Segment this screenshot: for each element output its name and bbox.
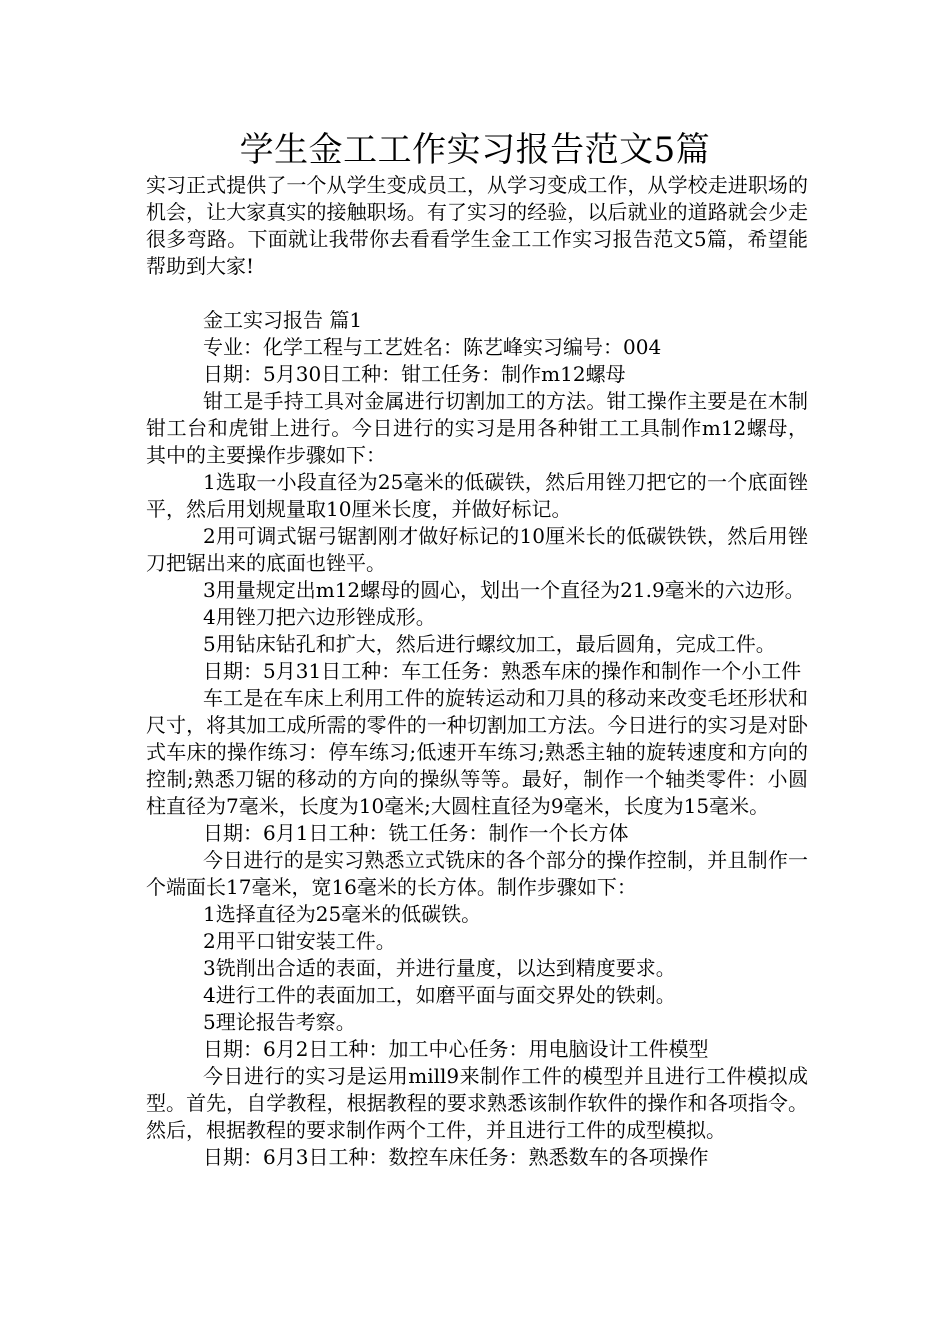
document-body (146, 172, 808, 1171)
date-line: 日期：6月2日工种：加工中心任务：用电脑设计工件模型 (203, 1037, 709, 1061)
body-paragraph: 车工是在车床上利用工件的旋转运动和刀具的移动来改变毛坯形状和尺寸，将其加工成所需的零件的一种切割加工方法。今日进行的实习是对卧式车床的操作练习：停车练习;低速开车练习;熟悉主轴的旋转速度和方向的控制;熟悉刀锯的移动的方向的操纵等等。最好，制作一个轴类零件：小圆柱直径为7毫米，长度为10毫米;大圆柱直径为9毫米，长度为15毫米。 (146, 686, 808, 818)
step-item: 5用钻床钻孔和扩大，然后进行螺纹加工，最后圆角，完成工件。 (203, 632, 776, 656)
info-line: 专业：化学工程与工艺姓名：陈艺峰实习编号：004 (203, 335, 662, 359)
step-item: 3用量规定出m12螺母的圆心，划出一个直径为21.9毫米的六边形。 (203, 578, 805, 602)
section-heading: 金工实习报告 篇1 (203, 308, 363, 332)
step-item: 4用锉刀把六边形锉成形。 (203, 605, 436, 629)
document-title: 学生金工工作实习报告范文5篇 (239, 130, 711, 170)
step-item: 3铣削出合适的表面，并进行量度，以达到精度要求。 (203, 956, 676, 980)
step-item: 2用可调式锯弓锯割刚才做好标记的10厘米长的低碳铁铁，然后用锉刀把锯出来的底面也锉平。 (146, 524, 808, 575)
body-paragraph: 今日进行的是实习熟悉立式铣床的各个部分的操作控制，并且制作一个端面长17毫米，宽16毫米的长方体。制作步骤如下： (146, 848, 808, 899)
step-item: 5理论报告考察。 (203, 1010, 356, 1034)
date-line: 日期：5月31日工种：车工任务：熟悉车床的操作和制作一个小工件 (203, 659, 802, 683)
date-line: 日期：6月3日工种：数控车床任务：熟悉数车的各项操作 (203, 1145, 709, 1169)
date-line: 日期：5月30日工种：钳工任务：制作m12螺母 (203, 362, 626, 386)
step-item: 4进行工件的表面加工，如磨平面与面交界处的铁刺。 (203, 983, 676, 1007)
body-paragraph: 今日进行的实习是运用mill9来制作工件的模型并且进行工件模拟成型。首先，自学教程，根据教程的要求熟悉该制作软件的操作和各项指令。然后，根据教程的要求制作两个工件，并且进行工件的成型模拟。 (146, 1064, 808, 1142)
step-item: 1选择直径为25毫米的低碳铁。 (203, 902, 482, 926)
step-item: 2用平口钳安装工件。 (203, 929, 396, 953)
step-item: 1选取一小段直径为25毫米的低碳铁，然后用锉刀把它的一个底面锉平，然后用划规量取10厘米长度，并做好标记。 (146, 470, 808, 521)
date-line: 日期：6月1日工种：铣工任务：制作一个长方体 (203, 821, 629, 845)
intro-paragraph: 实习正式提供了一个从学生变成员工，从学习变成工作，从学校走进职场的机会，让大家真实的接触职场。有了实习的经验，以后就业的道路就会少走很多弯路。下面就让我带你去看看学生金工工作实习报告范文5篇，希望能帮助到大家! (146, 173, 808, 278)
body-paragraph: 钳工是手持工具对金属进行切割加工的方法。钳工操作主要是在木制钳工台和虎钳上进行。今日进行的实习是用各种钳工工具制作m12螺母，其中的主要操作步骤如下： (146, 389, 808, 467)
